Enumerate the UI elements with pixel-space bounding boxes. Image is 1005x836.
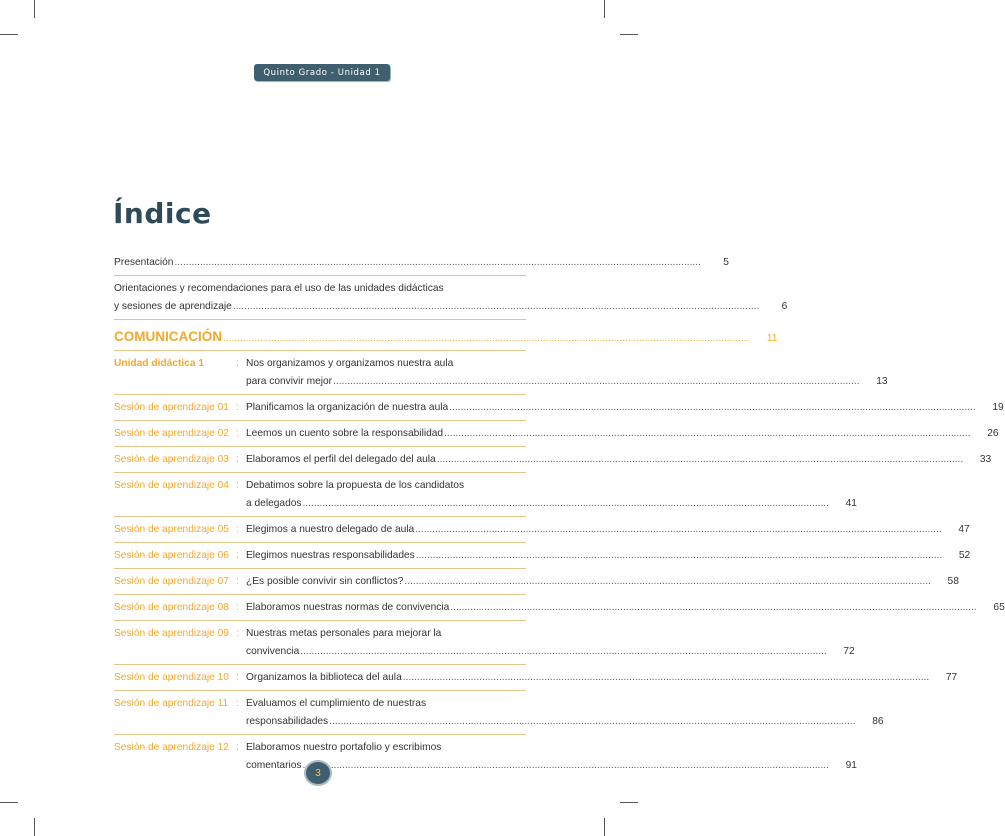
toc-entry-text: a delegados [246,498,302,509]
page-number-badge: 3 [306,762,330,784]
toc-page-number: 5 [723,257,729,268]
toc-page-number: 41 [845,498,857,509]
toc-entry-text: Organizamos la biblioteca del aula [246,672,402,683]
leader-dots [415,521,941,539]
leader-dots [437,451,963,469]
toc-page-number: 86 [872,716,884,727]
toc-entry-text: responsabilidades [246,716,329,727]
toc-page-number: 47 [958,524,970,535]
toc-entry-text: Orientaciones y recomendaciones para el uso de las unidades didácticas [114,283,444,294]
leader-dots [223,330,749,348]
colon: : [236,428,239,439]
toc-entry-session[interactable] [114,399,1004,417]
toc-page-number: 65 [993,602,1005,613]
session-label: Sesión de aprendizaje 07 [114,576,229,587]
session-label: Sesión de aprendizaje 12 [114,742,229,753]
toc-entry-session[interactable] [114,547,971,565]
divider [114,394,526,395]
toc-entry-text: para convivir mejor [246,376,333,387]
leader-dots [329,713,855,731]
table-of-contents [114,254,1005,775]
toc-page-number: 11 [766,333,778,344]
crop-mark [620,34,638,35]
toc-entry-text: Evaluamos el cumplimiento de nuestras [246,698,427,709]
crop-mark [604,818,605,836]
session-label: Sesión de aprendizaje 05 [114,524,229,535]
crop-mark [0,802,18,803]
colon: : [236,402,239,413]
divider [114,446,526,447]
divider [114,350,526,351]
session-label: Sesión de aprendizaje 06 [114,550,229,561]
divider [114,664,526,665]
colon: : [236,672,239,683]
divider [114,620,526,621]
crop-mark [620,802,638,803]
toc-page-number: 33 [979,454,992,465]
divider [114,319,526,320]
colon: : [236,358,239,369]
toc-page-number: 26 [987,428,999,439]
toc-entry-text: Elegimos a nuestro delegado de aula [246,524,415,535]
toc-page-number: 77 [945,672,958,683]
toc-entry-text: Nuestras metas personales para mejorar la [246,628,442,639]
colon: : [236,524,239,535]
toc-entry-text: Presentación [114,257,174,268]
session-label: Sesión de aprendizaje 01 [114,402,229,413]
toc-entry-text: Elaboramos nuestro portafolio y escribimos [246,742,442,753]
colon: : [236,550,239,561]
crop-mark [34,818,35,836]
session-label: Sesión de aprendizaje 09 [114,628,229,639]
leader-dots [333,373,859,391]
toc-entry-session[interactable] [114,573,959,591]
leader-dots [174,254,700,272]
toc-page-number: 52 [958,550,971,561]
session-list [114,399,1005,775]
toc-entry-text: Nos organizamos y organizamos nuestra aula [246,358,454,369]
toc-page-number: 72 [843,646,855,657]
toc-entry-text: Elaboramos el perfil del delegado del aula [246,454,436,465]
toc-entry-session[interactable] [114,599,1005,617]
toc-entry-session[interactable] [114,477,857,513]
toc-entry-text: comentarios [246,760,302,771]
divider [114,542,526,543]
toc-page-number: 91 [845,760,857,771]
colon: : [236,480,239,491]
leader-dots [404,573,930,591]
unit-label: Unidad didáctica 1 [114,358,205,369]
leader-dots [444,425,970,443]
colon: : [236,628,239,639]
leader-dots [303,495,829,513]
toc-entry-session[interactable] [114,425,999,443]
session-label: Sesión de aprendizaje 02 [114,428,229,439]
toc-entry-session[interactable] [114,521,970,539]
toc-entry-text: Elegimos nuestras responsabilidades [246,550,415,561]
colon: : [236,454,239,465]
leader-dots [403,669,929,687]
toc-entry-unit[interactable] [114,355,888,391]
toc-page-number: 13 [876,376,888,387]
leader-dots [233,298,759,316]
toc-entry-session[interactable] [114,669,958,687]
divider [114,734,526,735]
toc-page-number: 19 [992,402,1004,413]
divider [114,690,526,691]
divider [114,568,526,569]
crop-mark [0,34,18,35]
colon: : [236,742,239,753]
leader-dots [300,643,826,661]
divider [114,594,526,595]
colon: : [236,602,239,613]
leader-dots [416,547,942,565]
session-label: Sesión de aprendizaje 03 [114,454,229,465]
crop-mark [34,0,35,18]
toc-entry-presentacion[interactable] [114,254,729,272]
leader-dots [303,757,829,775]
toc-entry-text: y sesiones de aprendizaje [114,301,232,312]
toc-page-number: 58 [947,576,959,587]
session-label: Sesión de aprendizaje 11 [114,698,229,709]
session-label: Sesión de aprendizaje 04 [114,480,229,491]
toc-entry-text: convivencia [246,646,300,657]
colon: : [236,698,239,709]
section-title: COMUNICACIÓN [114,329,222,344]
toc-entry-session[interactable] [114,695,884,731]
header-tag: Quinto Grado - Unidad 1 [254,64,390,81]
crop-mark [604,0,605,18]
toc-section-comunicacion[interactable] [114,328,778,348]
toc-entry-text: Planificamos la organización de nuestra aula [246,402,449,413]
leader-dots [450,599,976,617]
divider [114,275,526,276]
divider [114,420,526,421]
toc-entry-text: Debatimos sobre la propuesta de los candidatos [246,480,465,491]
toc-entry-orientaciones[interactable] [114,280,788,316]
toc-entry-text: ¿Es posible convivir sin conflictos? [246,576,404,587]
toc-entry-text: Leemos un cuento sobre la responsabilidad [246,428,444,439]
page-title: Índice [113,197,212,230]
toc-page-number: 6 [781,301,788,312]
toc-entry-session[interactable] [114,451,992,469]
colon: : [236,576,239,587]
divider [114,516,526,517]
toc-entry-text: Elaboramos nuestras normas de convivencia [246,602,450,613]
toc-entry-session[interactable] [114,625,855,661]
divider [114,472,526,473]
session-label: Sesión de aprendizaje 10 [114,672,229,683]
session-label: Sesión de aprendizaje 08 [114,602,229,613]
leader-dots [449,399,975,417]
